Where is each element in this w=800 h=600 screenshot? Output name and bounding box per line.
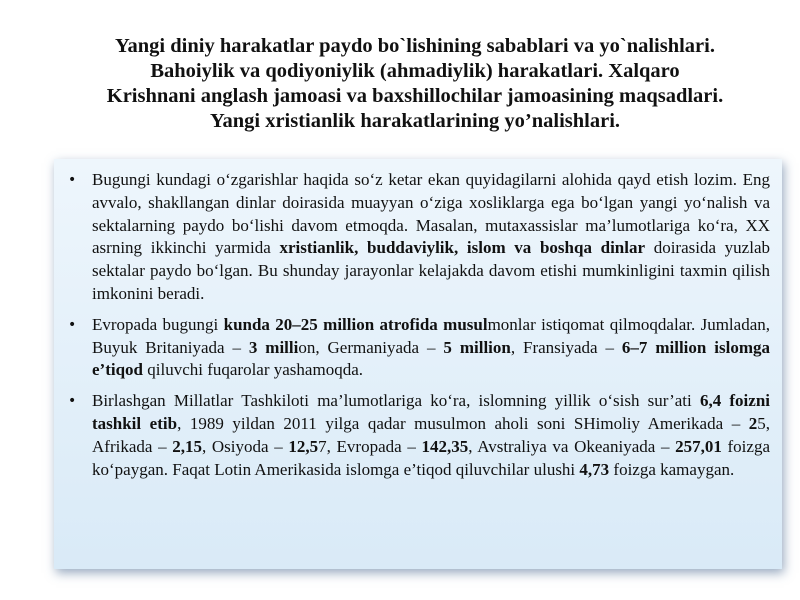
bold-text: 6,4 foizni tashkil etib	[92, 391, 771, 433]
bullet-dot-icon: •	[68, 393, 77, 410]
bold-text: xristianlik, buddaviylik, islom va boshqa dinlar	[279, 238, 646, 258]
title-line: Bahoiylik va qodiyoniylik (ahmadiylik) harakatlari. Xalqaro	[150, 60, 680, 82]
bold-text: 4,73	[579, 459, 610, 479]
content-box	[54, 159, 782, 569]
text-segment: Evropada bugungi	[92, 314, 224, 334]
bullet-item	[66, 314, 770, 382]
bold-text: 257,01	[675, 436, 722, 456]
text-segment: Bugungi kundagi o‘zgarishlar haqida so‘z ketar ekan quyidagilarni alohida qayd etish lozim. Eng avvalo, shakllangan dinlar doirasida muayyan o‘ziga xosliklarga ega bo‘lgan yangi yo‘nalish va sektalarning paydo bo‘lishi davom etmoqda. Masalan, mutaxassislar ma’lumotlariga ko‘ra, XX asrning ikkinchi yarmida	[92, 170, 770, 258]
bold-text: kunda 20–25 million atrofida musul	[223, 314, 488, 334]
text-segment: foizga kamaygan.	[609, 459, 735, 479]
text-segment: , 1989 yildan 2011 yilga qadar musulmon aholi soni SHimoliy Amerikada –	[177, 413, 749, 433]
text-segment: qiluvchi fuqarolar yashamoqda.	[143, 360, 363, 380]
bullet-list	[66, 169, 770, 481]
bullet-dot-icon: •	[68, 172, 77, 188]
bold-text: 6–7 million islomga e’tiqod	[92, 337, 770, 380]
bullet-item	[66, 390, 770, 481]
bold-text: 2	[748, 413, 758, 433]
bold-text: 5 million	[443, 337, 511, 357]
slide-title	[40, 34, 790, 134]
text-segment: 7, Evropada –	[318, 436, 422, 456]
text-segment: foizga ko‘paygan. Faqat Lotin Amerikasida islomga e’tiqod qiluvchilar ulushi	[92, 436, 770, 479]
bold-text: 12,5	[288, 436, 319, 456]
text-segment: monlar istiqomat qilmoqdalar. Jumladan, Buyuk Britaniyada –	[92, 314, 770, 357]
text-segment: , Osiyoda –	[201, 436, 289, 456]
bullet-item	[66, 169, 770, 306]
title-line: Yangi xristianlik harakatlarining yo’nalishlari.	[209, 110, 621, 132]
text-segment: , Fransiyada –	[510, 337, 622, 357]
bold-text: 142,35	[421, 436, 469, 456]
text-segment: 5, Afrikada –	[92, 413, 770, 456]
title-line: Yangi diniy harakatlar paydo bo`lishining sabablari va yo`nalishlari.	[115, 35, 715, 57]
text-segment: Birlashgan Millatlar Tashkiloti ma’lumotlariga ko‘ra, islomning yillik o‘sish sur’ati	[92, 391, 700, 411]
bold-text: 3 milli	[248, 337, 299, 357]
bullet-dot-icon: •	[68, 316, 77, 333]
title-line: Krishnani anglash jamoasi va baxshillochilar jamoasining maqsadlari.	[106, 85, 724, 107]
text-segment: , Avstraliya va Okeaniyada –	[468, 436, 676, 456]
text-segment: doirasida yuzlab sektalar paydo bo‘lgan. Bu shunday jarayonlar kelajakda davom etishi mumkinligini taxmin qilish imkonini beradi.	[92, 238, 770, 303]
text-segment: on, Germaniyada –	[298, 337, 444, 357]
bold-text: 2,15	[172, 436, 202, 456]
